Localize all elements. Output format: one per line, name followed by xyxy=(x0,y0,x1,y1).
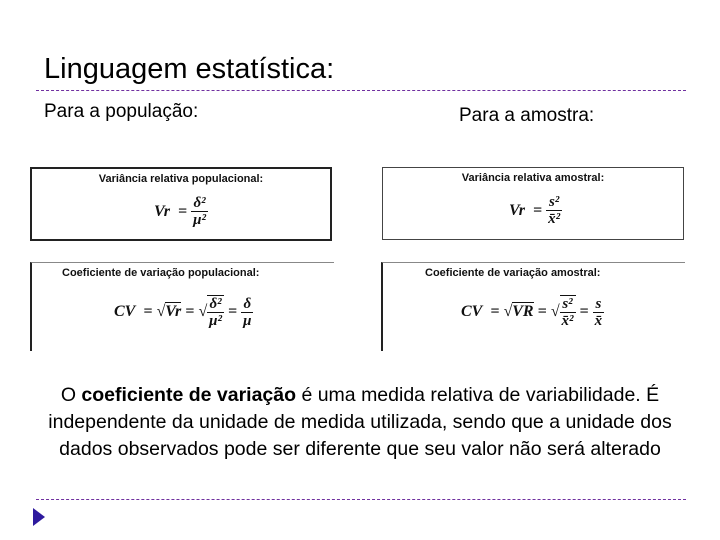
formula-box-pop-variance xyxy=(30,167,332,241)
formula: CV = √Vr = √ $\frac{\text{δ²}}{\text{μ²}}$ = $\frac{\delta}{\mu}$ xyxy=(114,295,252,329)
triangle-bullet-icon xyxy=(32,507,46,527)
slide-title: Linguagem estatística: xyxy=(44,53,335,85)
formula: Vr = $\frac{\text{s²}}{\text{x̄²}}$ xyxy=(509,194,561,227)
footer-divider xyxy=(36,499,686,500)
emphasis-term: coeficiente de variação xyxy=(81,384,297,406)
formula-box-pop-cv xyxy=(30,262,334,351)
box-heading: Variância relativa amostral: xyxy=(461,172,605,184)
box-heading: Coeficiente de variação amostral: xyxy=(425,267,601,279)
box-heading: Coeficiente de variação populacional: xyxy=(62,267,260,279)
formula-box-sample-variance xyxy=(382,167,684,240)
formula: CV = √VR = √ $\frac{\text{s²}}{\text{x̄²}}$ = $\frac{s}{x̄}$ xyxy=(461,295,603,329)
sqrt-symbol: √VR xyxy=(503,303,534,320)
title-divider xyxy=(36,90,686,91)
subtitle-sample: Para a amostra: xyxy=(459,105,595,126)
formula-box-sample-cv xyxy=(381,262,685,351)
subtitle-population: Para a população: xyxy=(44,101,199,122)
box-heading: Variância relativa populacional: xyxy=(98,173,264,185)
formula: Vr = $\frac{\text{δ²}}{\text{μ²}}$ xyxy=(154,195,206,228)
sqrt-symbol: √Vr xyxy=(156,303,182,320)
body-paragraph: O coeficiente de variação é uma medida relativa de variabilidade. É independente da unidade de medida utilizada, sendo que a unidade dos dados observados pode ser diferente que seu valor não será alterado xyxy=(48,384,672,460)
